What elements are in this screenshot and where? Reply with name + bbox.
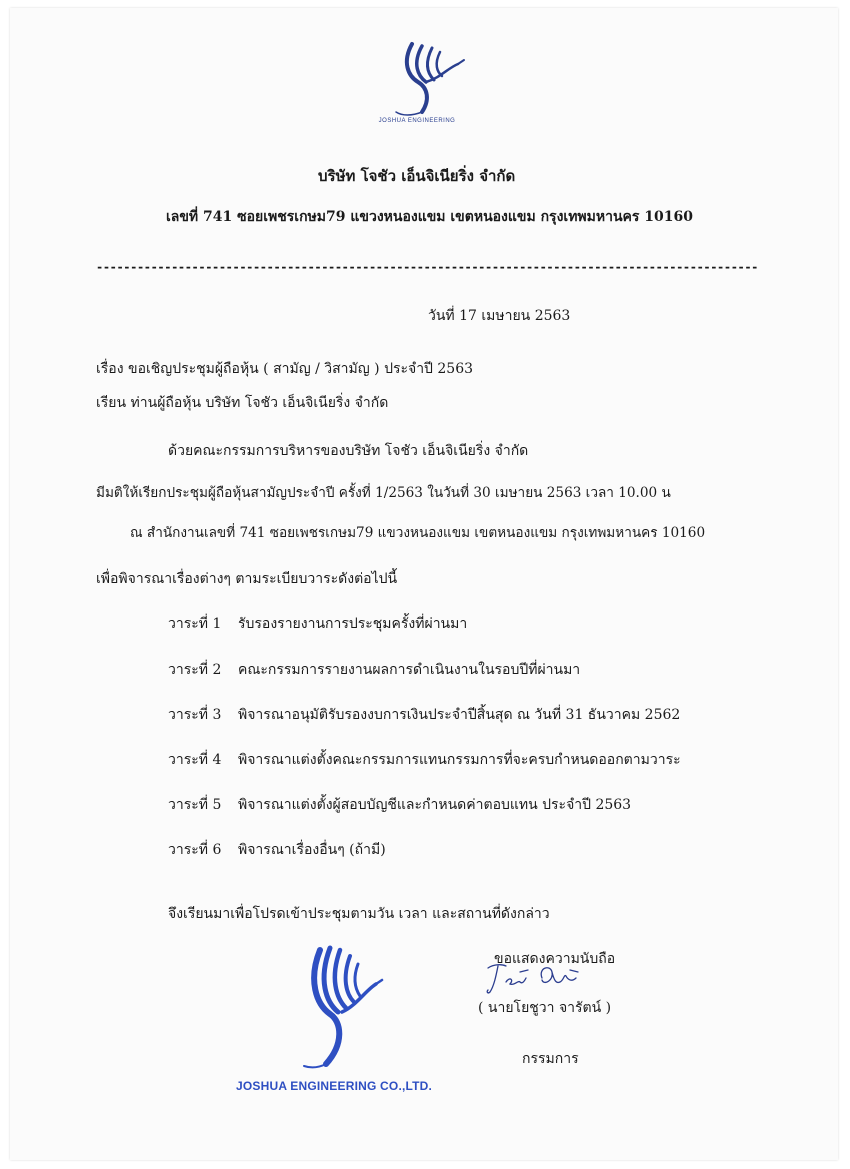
- handwritten-signature-icon: [480, 958, 600, 998]
- agenda-item: [168, 659, 580, 681]
- agenda-number: วาระที่ 1: [168, 616, 222, 632]
- agenda-text: พิจารณาเรื่องอื่นๆ (ถ้ามี): [238, 842, 386, 858]
- agenda-text: พิจารณาอนุมัติรับรองงบการเงินประจำปีสิ้นสุด ณ วันที่ 31 ธันวาคม 2562: [238, 707, 681, 723]
- agenda-text: รับรองรายงานการประชุมครั้งที่ผ่านมา: [238, 616, 468, 632]
- agenda-text: พิจารณาแต่งตั้งคณะกรรมการแทนกรรมการที่จะครบกำหนดออกตามวาระ: [238, 752, 681, 768]
- agenda-number: วาระที่ 3: [168, 707, 222, 723]
- agenda-item: [168, 613, 467, 635]
- company-swan-logo-icon: [382, 38, 470, 118]
- letter-date: วันที่ 17 เมษายน 2563: [428, 308, 571, 324]
- body-line-3: ณ สำนักงานเลขที่ 741 ซอยเพชรเกษม79 แขวงหนองแขม เขตหนองแขม กรุงเทพมหานคร 10160: [130, 525, 706, 541]
- agenda-item: [168, 749, 681, 771]
- company-address: เลขที่ 741 ซอยเพชรเกษม79 แขวงหนองแขม เขตหนองแขม กรุงเทพมหานคร 10160: [166, 209, 694, 225]
- body-line-2: มีมติให้เรียกประชุมผู้ถือหุ้นสามัญประจำปี ครั้งที่ 1/2563 ในวันที่ 30 เมษายน 2563 เวลา 10.00 น: [96, 485, 671, 501]
- agenda-item: [168, 839, 386, 861]
- agenda-item: [168, 704, 680, 726]
- agenda-text: พิจารณาแต่งตั้งผู้สอบบัญชีและกำหนดค่าตอบแทน ประจำปี 2563: [238, 797, 632, 813]
- company-stamp-swan-icon: [296, 940, 386, 1072]
- agenda-number: วาระที่ 5: [168, 797, 222, 813]
- separator-line: -------------------------------------------------------------------------------------------------: [96, 260, 758, 274]
- stamp-company-text: JOSHUA ENGINEERING CO.,LTD.: [236, 1079, 433, 1093]
- agenda-text: คณะกรรมการรายงานผลการดำเนินงานในรอบปีที่ผ่านมา: [238, 662, 581, 678]
- agenda-number: วาระที่ 4: [168, 752, 222, 768]
- signer-name: ( นายโยชูวา จารัตน์ ): [478, 1000, 612, 1016]
- body-line-1: ด้วยคณะกรรมการบริหารของบริษัท โจชัว เอ็นจิเนียริ่ง จำกัด: [168, 443, 529, 459]
- company-name: บริษัท โจชัว เอ็นจิเนียริ่ง จำกัด: [318, 167, 516, 185]
- recipient-line: เรียน ท่านผู้ถือหุ้น บริษัท โจชัว เอ็นจิเนียริ่ง จำกัด: [96, 395, 389, 411]
- closing-line: จึงเรียนมาเพื่อโปรดเข้าประชุมตามวัน เวลา และสถานที่ดังกล่าว: [168, 906, 550, 922]
- subject-line: เรื่อง ขอเชิญประชุมผู้ถือหุ้น ( สามัญ / วิสามัญ ) ประจำปี 2563: [96, 361, 474, 377]
- logo-wordmark: JOSHUA ENGINEERING: [378, 118, 456, 124]
- signer-position: กรรมการ: [522, 1051, 579, 1067]
- regards-text: ขอแสดงความนับถือ: [494, 951, 616, 967]
- agenda-number: วาระที่ 2: [168, 662, 222, 678]
- agenda-number: วาระที่ 6: [168, 842, 222, 858]
- body-line-4: เพื่อพิจารณาเรื่องต่างๆ ตามระเบียบวาระดังต่อไปนี้: [96, 571, 398, 587]
- agenda-item: [168, 794, 631, 816]
